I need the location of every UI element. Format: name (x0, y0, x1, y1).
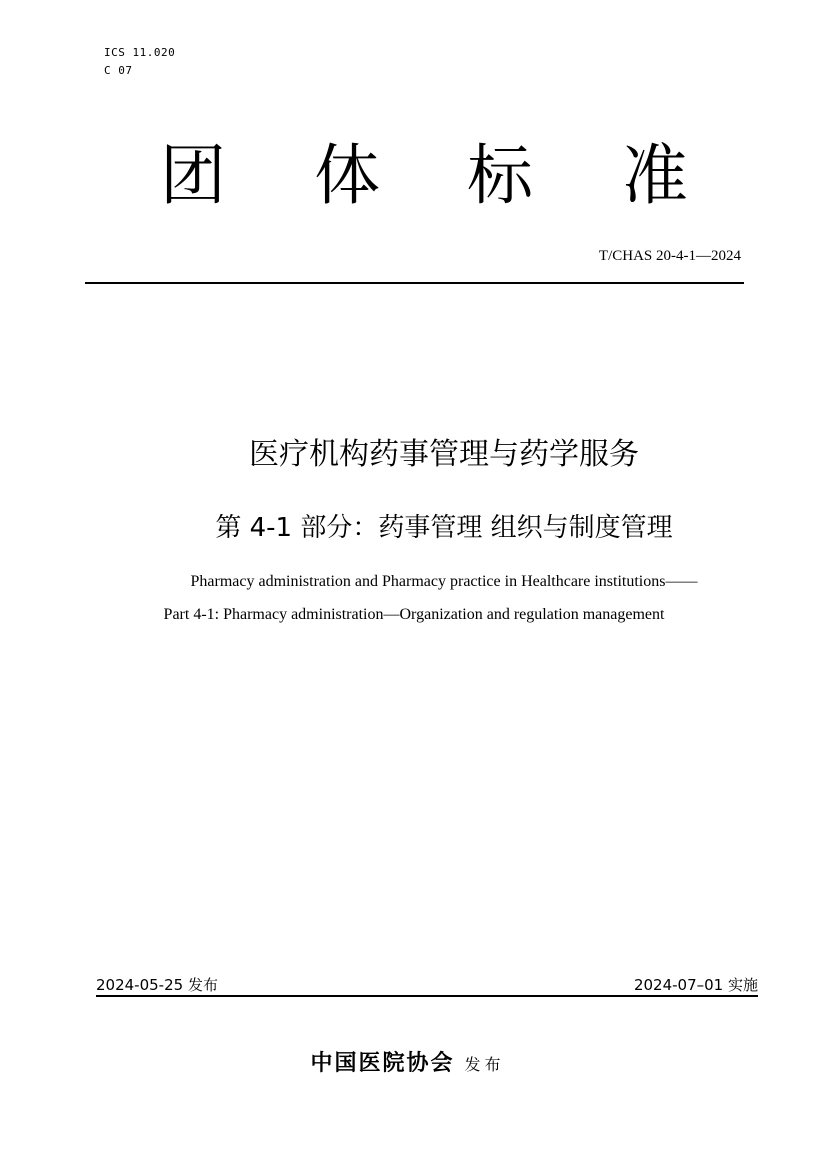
publisher-line (0, 1046, 815, 1077)
ccs-code: C 07 (104, 64, 133, 77)
ics-code: ICS 11.020 (104, 46, 176, 59)
document-type-heading (0, 136, 815, 216)
document-type-char-3: 标 (467, 137, 533, 214)
footer-divider (96, 995, 758, 997)
document-type-char-4: 准 (622, 137, 688, 214)
effective-date: 2024-07–01 实施 (633, 976, 758, 994)
date-row (96, 974, 758, 996)
publish-date: 2024-05-25 发布 (96, 976, 218, 994)
document-type-char-2: 体 (314, 137, 380, 214)
english-title-line-1: Pharmacy administration and Pharmacy practice in Healthcare institutions—— (190, 573, 698, 590)
header-divider (85, 282, 744, 284)
classification-codes (104, 44, 175, 80)
standard-number: T/CHAS 20-4-1—2024 (598, 248, 741, 264)
english-title-line-2: Part 4-1: Pharmacy administration—Organization and regulation management (163, 606, 665, 623)
document-type-char-1: 团 (160, 137, 226, 214)
publisher-action: 发布 (464, 1055, 505, 1074)
main-title: 医疗机构药事管理与药学服务 (249, 437, 639, 472)
publisher-name: 中国医院协会 (310, 1051, 455, 1076)
part-subtitle: 第 4-1 部分：药事管理 组织与制度管理 (215, 513, 673, 543)
